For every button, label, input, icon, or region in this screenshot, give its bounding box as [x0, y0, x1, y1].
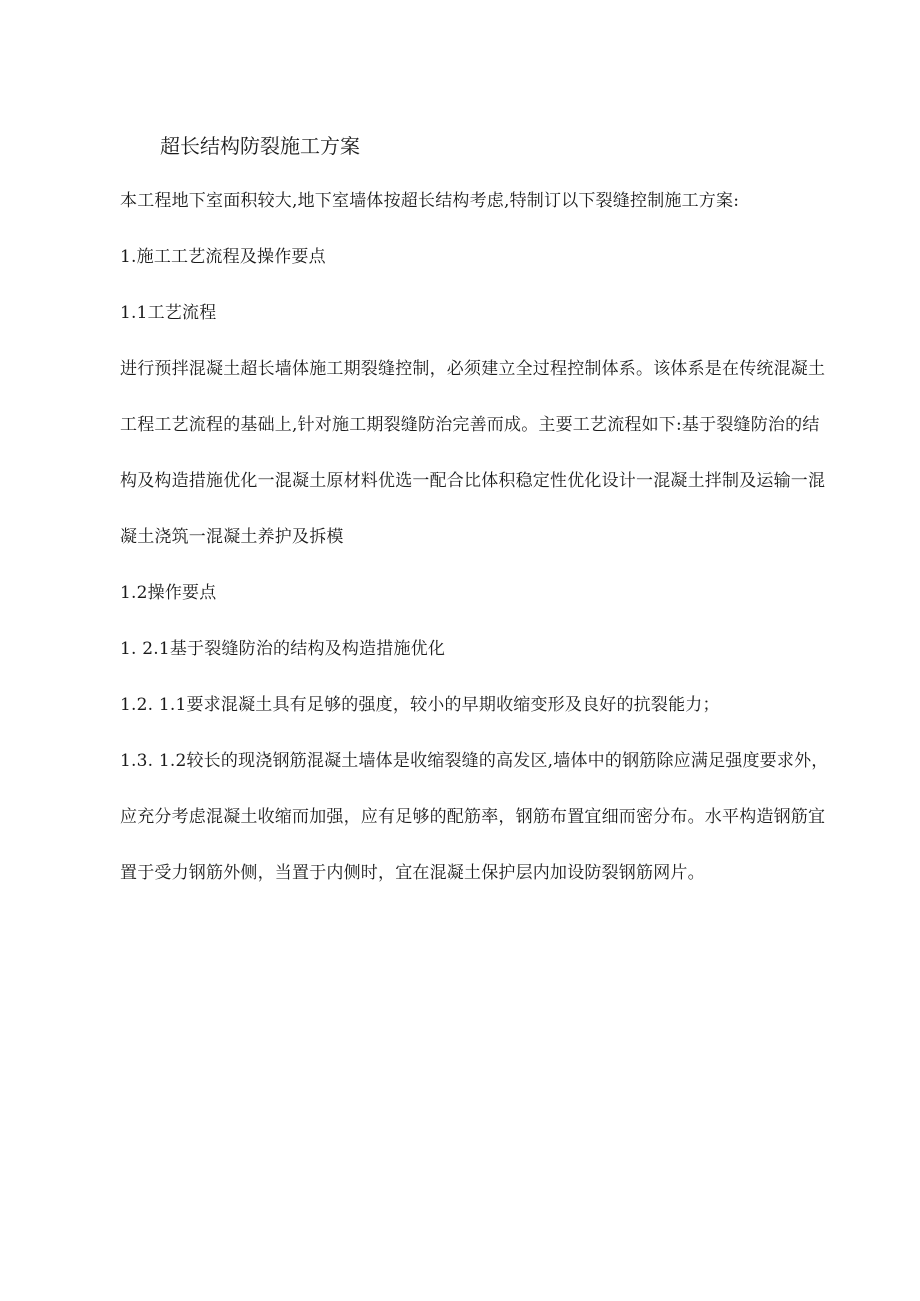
paragraph-item-1-2-line-3: 置于受力钢筋外侧，当置于内侧时，宜在混凝土保护层内加设防裂钢筋网片。 — [120, 863, 705, 883]
paragraph-item-1-2-line-1: 1.3. 1.2较长的现浇钢筋混凝土墙体是收缩裂缝的高发区,墙体中的钢筋除应满足强度要求外， — [120, 751, 829, 771]
paragraph-process-line-2: 工程工艺流程的基础上,针对施工期裂缝防治完善而成。主要工艺流程如下:基于裂缝防治的结 — [120, 415, 820, 435]
section-heading-1-1: 1.1工艺流程 — [120, 303, 217, 323]
section-heading-1-2-1: 1. 2.1基于裂缝防治的结构及构造措施优化 — [120, 639, 446, 659]
section-heading-1: 1.施工工艺流程及操作要点 — [120, 247, 326, 267]
paragraph-intro: 本工程地下室面积较大,地下室墙体按超长结构考虑,特制订以下裂缝控制施工方案: — [120, 191, 740, 211]
section-heading-1-2: 1.2操作要点 — [120, 583, 217, 603]
paragraph-process-line-4: 凝土浇筑一混凝土养护及拆模 — [120, 527, 344, 547]
paragraph-process-line-1: 进行预拌混凝土超长墙体施工期裂缝控制，必须建立全过程控制体系。该体系是在传统混凝土 — [120, 359, 826, 379]
document-title: 超长结构防裂施工方案 — [160, 134, 360, 158]
paragraph-item-1-2-line-2: 应充分考虑混凝土收缩而加强，应有足够的配筋率，钢筋布置宜细而密分布。水平构造钢筋宜 — [120, 807, 826, 827]
paragraph-item-1-1: 1.2. 1.1要求混凝土具有足够的强度，较小的早期收缩变形及良好的抗裂能力； — [120, 695, 720, 715]
paragraph-process-line-3: 构及构造措施优化一混凝土原材料优选一配合比体积稳定性优化设计一混凝土拌制及运输一混 — [120, 471, 826, 491]
